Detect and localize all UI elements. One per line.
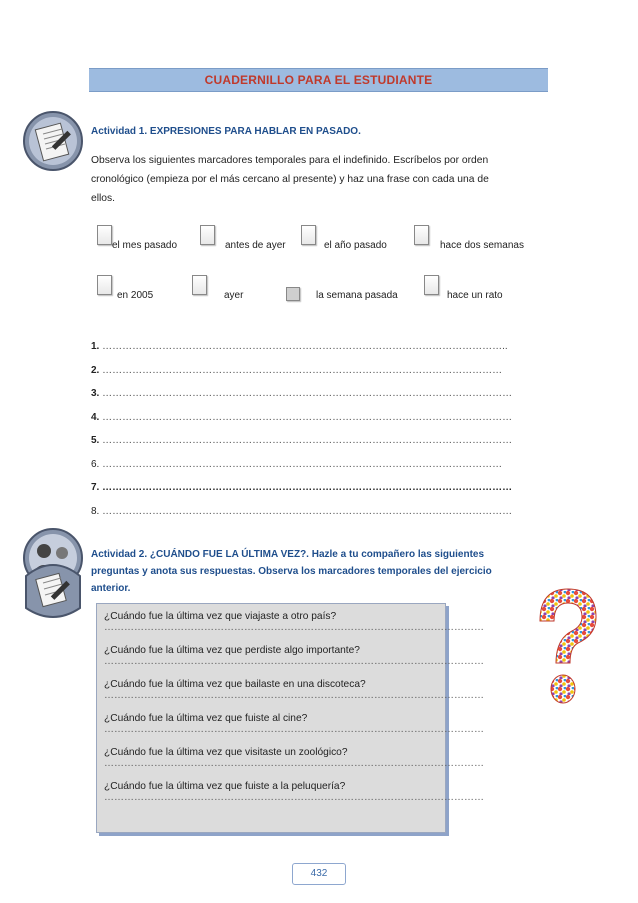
- activity-2-title-line: Actividad 2. ¿CUÁNDO FUE LA ÚLTIMA VEZ?. Hazle a tu compañero las siguientes: [91, 549, 485, 560]
- question-item: [104, 713, 484, 747]
- marker-label: hace dos semanas: [440, 240, 524, 251]
- line-dots: …………………………………………………………………………………………………………: [102, 364, 503, 376]
- writing-line[interactable]: [91, 365, 511, 389]
- writing-line[interactable]: [91, 482, 511, 506]
- marker-checkbox[interactable]: [424, 275, 439, 295]
- question-item: [104, 611, 484, 645]
- marker-label: antes de ayer: [225, 240, 286, 251]
- answer-line[interactable]: ……………………………………………………………………………………………………: [104, 622, 484, 633]
- instruction-line: cronológico (empieza por el más cercano al presente) y haz una frase con cada una de: [91, 174, 489, 185]
- line-number: 2.: [91, 364, 100, 376]
- answer-line[interactable]: ……………………………………………………………………………………………………: [104, 792, 484, 803]
- question-text: ¿Cuándo fue la última vez que fuiste al cine?: [104, 713, 308, 724]
- marker-checkbox[interactable]: [192, 275, 207, 295]
- question-item: [104, 645, 484, 679]
- header-bar: [89, 68, 548, 92]
- line-number: 4.: [91, 411, 100, 423]
- answer-line[interactable]: ……………………………………………………………………………………………………: [104, 656, 484, 667]
- writing-line[interactable]: [91, 459, 511, 483]
- line-number: 3.: [91, 388, 100, 399]
- activity-2-title-line: anterior.: [91, 583, 131, 594]
- question-item: [104, 679, 484, 713]
- question-item: [104, 747, 484, 781]
- answer-line[interactable]: ……………………………………………………………………………………………………: [104, 724, 484, 735]
- question-text: ¿Cuándo fue la última vez que bailaste en una discoteca?: [104, 679, 366, 690]
- writing-line[interactable]: [91, 506, 511, 530]
- question-mark-icon: [526, 583, 606, 723]
- activity-1-title: Actividad 1. EXPRESIONES PARA HABLAR EN PASADO.: [91, 126, 361, 137]
- marker-label: en 2005: [117, 290, 154, 301]
- question-text: ¿Cuándo fue la última vez que fuiste a la peluquería?: [104, 781, 346, 792]
- pencil-paper-icon: [22, 110, 84, 172]
- pencil-paper-icon: [22, 568, 84, 618]
- line-number: 6.: [91, 458, 100, 470]
- writing-line[interactable]: [91, 435, 511, 459]
- question-text: ¿Cuándo fue la última vez que perdiste algo importante?: [104, 645, 360, 656]
- marker-checkbox[interactable]: [97, 225, 112, 245]
- marker-checkbox[interactable]: [414, 225, 429, 245]
- activity-1-instructions: [91, 151, 551, 208]
- line-dots: …………………………………………………………………………………………………………: [102, 458, 503, 470]
- line-number: 1.: [91, 341, 100, 352]
- line-dots: ……………………………………………………………………………………………………………: [102, 482, 513, 493]
- writing-line[interactable]: [91, 388, 511, 412]
- answer-line[interactable]: ……………………………………………………………………………………………………: [104, 690, 484, 701]
- line-number: 8.: [91, 505, 100, 517]
- marker-label: el mes pasado: [112, 240, 178, 251]
- marker-checkbox[interactable]: [286, 287, 300, 301]
- instruction-line: Observa los siguientes marcadores temporales para el indefinido. Escríbelos por orden: [91, 155, 489, 166]
- question-text: ¿Cuándo fue la última vez que visitaste un zoológico?: [104, 747, 348, 758]
- marker-label: ayer: [224, 290, 244, 301]
- line-number: 5.: [91, 435, 100, 446]
- activity-2-title-line: preguntas y anota sus respuestas. Observa los marcadores temporales del ejercicio: [91, 566, 492, 577]
- writing-line[interactable]: [91, 412, 511, 436]
- question-text: ¿Cuándo fue la última vez que viajaste a otro país?: [104, 611, 337, 622]
- marker-checkbox[interactable]: [200, 225, 215, 245]
- page-number: 432: [292, 863, 346, 885]
- line-dots: ……………………………………………………………………………………………………………: [102, 435, 513, 446]
- line-dots: ……………………………………………………………………………………………………………: [102, 505, 513, 517]
- questions-list: [104, 611, 484, 815]
- line-dots: ……………………………………………………………………………………………………………: [102, 411, 513, 423]
- line-dots: …………………………………………………………………………………………………………..: [102, 341, 508, 352]
- marker-checkbox[interactable]: [301, 225, 316, 245]
- marker-label: la semana pasada: [316, 290, 398, 301]
- question-item: [104, 781, 484, 815]
- writing-lines: [91, 341, 511, 529]
- marker-checkbox[interactable]: [97, 275, 112, 295]
- page-title: CUADERNILLO PARA EL ESTUDIANTE: [204, 73, 433, 87]
- marker-label: hace un rato: [447, 290, 503, 301]
- writing-line[interactable]: [91, 341, 511, 365]
- answer-line[interactable]: ……………………………………………………………………………………………………: [104, 758, 484, 769]
- line-dots: ……………………………………………………………………………………………………………: [102, 388, 513, 399]
- line-number: 7.: [91, 482, 100, 493]
- marker-label: el año pasado: [324, 240, 387, 251]
- activity-2-title: [91, 546, 551, 597]
- instruction-line: ellos.: [91, 193, 116, 204]
